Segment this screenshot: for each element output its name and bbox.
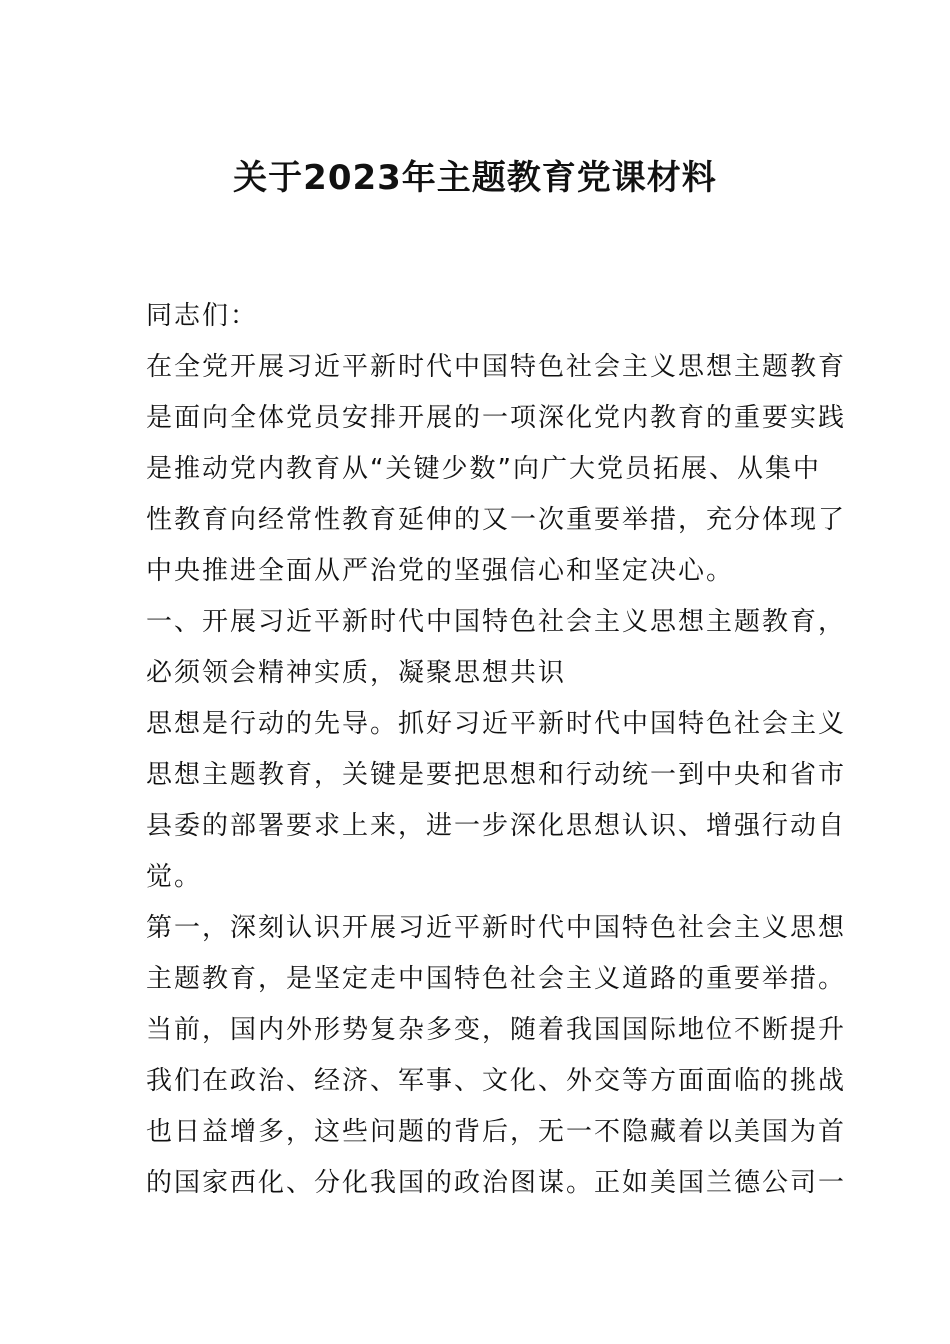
text-line: 县委的部署要求上来，进一步深化思想认识、增强行动自 bbox=[146, 811, 847, 841]
text-line: 中央推进全面从严治党的坚强信心和坚定决心。 bbox=[146, 556, 735, 586]
text-line: 觉。 bbox=[146, 862, 203, 892]
text-line: 也日益增多，这些问题的背后，无一不隐藏着以美国为首 bbox=[146, 1117, 847, 1147]
text-line: 在全党开展习近平新时代中国特色社会主义思想主题教育 bbox=[146, 352, 847, 382]
text-line: 我们在政治、经济、军事、文化、外交等方面面临的挑战 bbox=[146, 1066, 847, 1096]
text-line: 第一，深刻认识开展习近平新时代中国特色社会主义思想 bbox=[146, 913, 847, 943]
text-line: 思想是行动的先导。抓好习近平新时代中国特色社会主义 bbox=[146, 709, 847, 739]
text-line: 性教育向经常性教育延伸的又一次重要举措，充分体现了 bbox=[146, 505, 847, 535]
section-heading-line: 必须领会精神实质，凝聚思想共识 bbox=[146, 658, 567, 688]
text-line: 主题教育，是坚定走中国特色社会主义道路的重要举措。 bbox=[146, 964, 847, 994]
text-line: 的国家西化、分化我国的政治图谋。正如美国兰德公司一 bbox=[146, 1168, 847, 1198]
salutation: 同志们： bbox=[146, 301, 259, 331]
document-title: 关于2023年主题教育党课材料 bbox=[233, 158, 717, 198]
text-line: 思想主题教育，关键是要把思想和行动统一到中央和省市 bbox=[146, 760, 847, 790]
section-heading-line: 一、开展习近平新时代中国特色社会主义思想主题教育， bbox=[146, 607, 847, 637]
text-line: 是推动党内教育从“关键少数”向广大党员拓展、从集中 bbox=[146, 454, 821, 484]
text-line: 是面向全体党员安排开展的一项深化党内教育的重要实践 bbox=[146, 403, 847, 433]
text-line: 当前，国内外形势复杂多变，随着我国国际地位不断提升 bbox=[146, 1015, 847, 1045]
